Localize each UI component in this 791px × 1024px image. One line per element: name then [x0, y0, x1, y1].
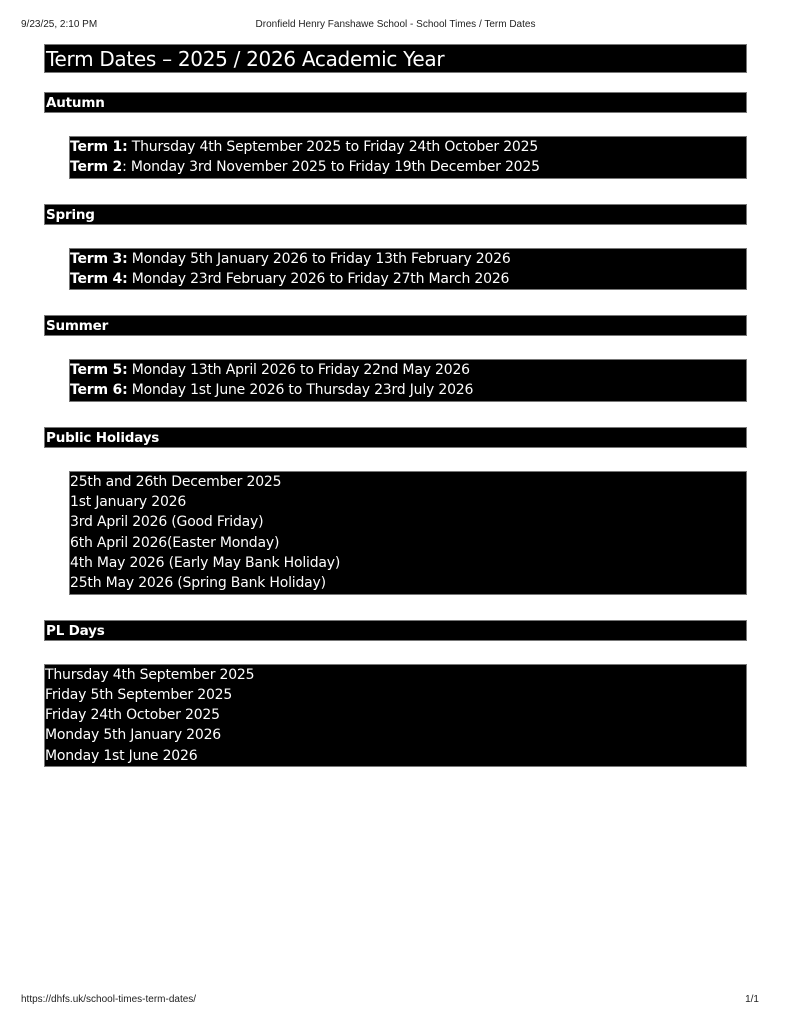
term-label: Term 1: [70, 139, 128, 155]
section-heading-spring: Spring [44, 204, 747, 225]
term-dates: Thursday 4th September 2025 to Friday 24th October 2025 [127, 139, 539, 155]
list-item: Monday 1st June 2026 [45, 747, 198, 764]
term-row [70, 249, 746, 269]
term-row [70, 157, 746, 177]
list-item: Friday 24th October 2025 [45, 707, 220, 724]
summer-terms-list [69, 359, 747, 402]
term-row [70, 380, 746, 400]
list-item: 1st January 2026 [70, 494, 187, 511]
term-dates: Monday 1st June 2026 to Thursday 23rd July 2026 [127, 382, 474, 399]
print-datetime: 9/23/25, 2:10 PM [21, 19, 98, 30]
list-item: Monday 5th January 2026 [45, 727, 221, 744]
list-item: 25th May 2026 (Spring Bank Holiday) [70, 575, 326, 592]
autumn-terms-list [69, 136, 747, 179]
list-item: Friday 5th September 2025 [45, 686, 233, 703]
list-item: 25th and 26th December 2025 [70, 473, 282, 490]
term-dates: Monday 5th January 2026 to Friday 13th February 2026 [127, 250, 511, 267]
term-dates: : Monday 3rd November 2025 to Friday 19th December 2025 [122, 159, 540, 176]
term-dates: Monday 13th April 2026 to Friday 22nd May 2026 [127, 362, 470, 379]
print-url: https://dhfs.uk/school-times-term-dates/ [21, 994, 197, 1005]
pl-days-list [44, 664, 747, 767]
term-label: Term 2 [70, 159, 123, 176]
print-page-title: Dronfield Henry Fanshawe School - School Times / Term Dates [255, 19, 536, 30]
section-heading-public-holidays: Public Holidays [44, 427, 747, 448]
list-item: 3rd April 2026 (Good Friday) [70, 514, 264, 531]
spring-terms-list [69, 248, 747, 291]
term-row [70, 137, 746, 157]
list-item: 4th May 2026 (Early May Bank Holiday) [70, 554, 341, 571]
term-label: Term 4: [70, 270, 128, 287]
term-dates-content [44, 44, 747, 767]
term-label: Term 3: [70, 250, 128, 267]
term-row [70, 360, 746, 380]
page-title: Term Dates – 2025 / 2026 Academic Year [44, 44, 747, 73]
list-item: 6th April 2026(Easter Monday) [70, 534, 280, 551]
section-heading-pl-days: PL Days [44, 620, 747, 641]
term-dates: Monday 23rd February 2026 to Friday 27th March 2026 [127, 270, 510, 287]
public-holidays-list [69, 471, 747, 595]
print-page-number: 1/1 [745, 994, 759, 1005]
list-item: Thursday 4th September 2025 [45, 666, 255, 683]
term-label: Term 6: [70, 382, 128, 399]
term-label: Term 5: [70, 362, 128, 379]
section-heading-autumn: Autumn [44, 92, 747, 113]
term-row [70, 269, 746, 289]
section-heading-summer: Summer [44, 315, 747, 336]
